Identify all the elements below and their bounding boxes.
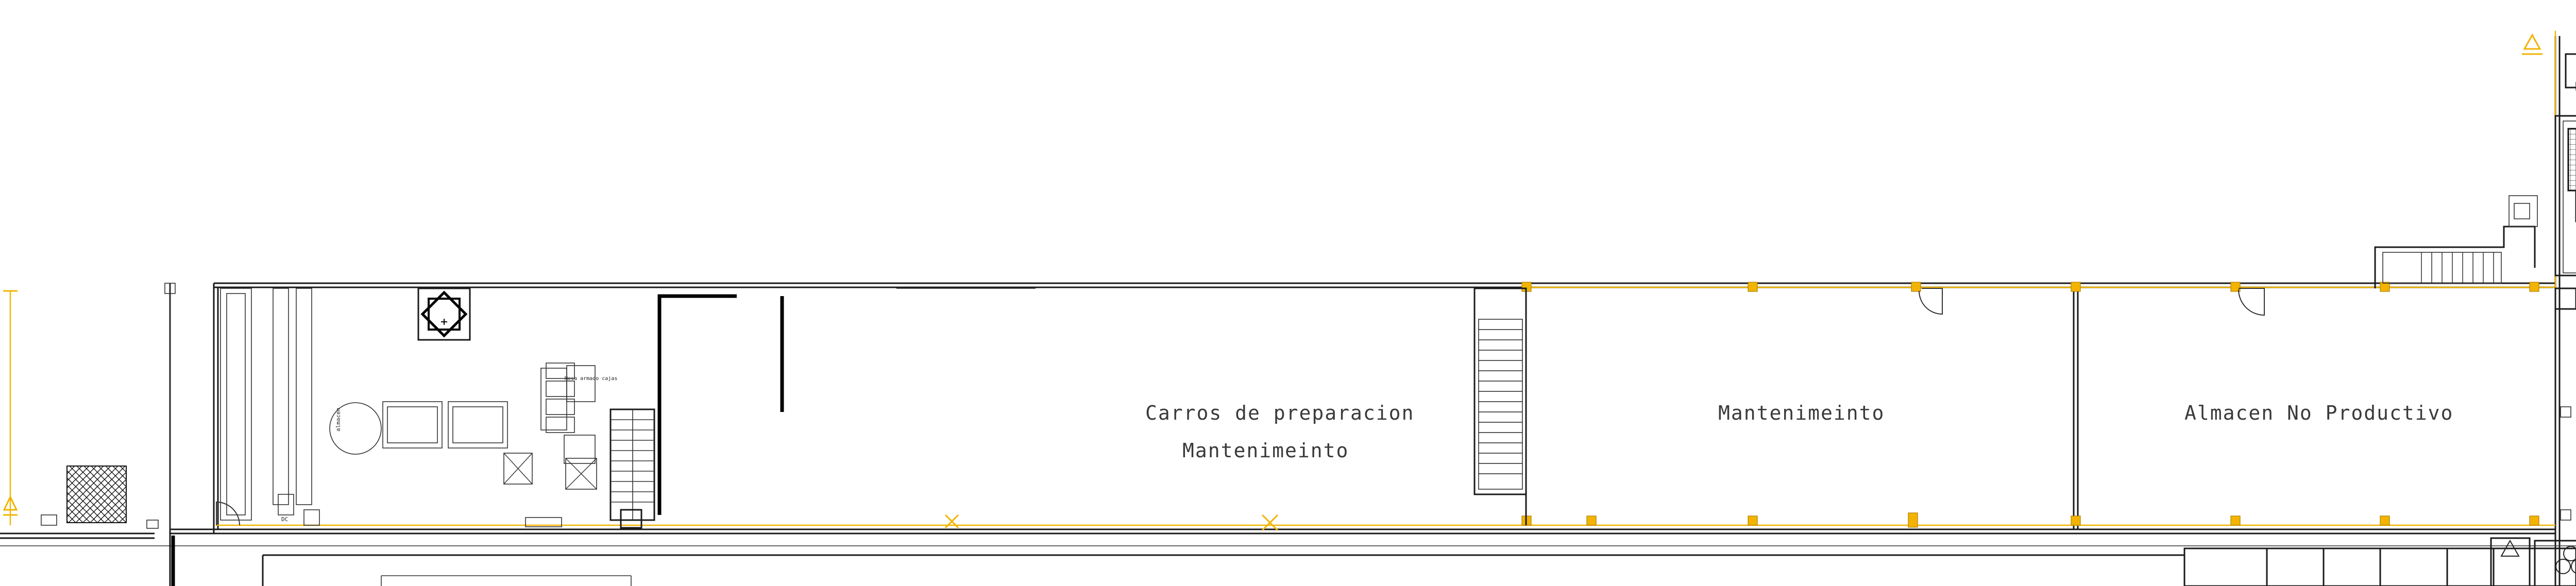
door-swing [216, 502, 240, 525]
stair-west [611, 409, 654, 528]
top-wall-run [2566, 15, 2576, 90]
round-table [330, 402, 532, 484]
axis-marker [945, 515, 1278, 530]
room-label-almacen: Almacen No Productivo [2184, 402, 2454, 424]
mesa-armado-cajas [526, 363, 654, 528]
partition-walls [659, 288, 1036, 515]
hatched-shaft [67, 466, 126, 523]
north-east-stair [2375, 196, 2537, 288]
doors-north [1919, 288, 2264, 315]
room-label-mantenimiento-1: Mantenimeinto [1182, 439, 1349, 462]
room-label-mantenimiento-2: Mantenimeinto [1718, 402, 1885, 424]
door-swing [2239, 288, 2264, 315]
mesa-label: Mesa armado cajas [565, 376, 618, 382]
door-swing [1919, 288, 1942, 314]
west-bay [41, 283, 319, 530]
room-label-carros: Carros de preparacion [1145, 402, 1415, 424]
elevator-block [418, 288, 470, 340]
outer-walls [0, 36, 2576, 586]
storage-rack-center [1475, 288, 1526, 525]
svg-text:DC: DC [281, 516, 289, 523]
south-east-rooms [2184, 538, 2576, 586]
axis-bubble-top [2522, 35, 2543, 54]
room-labels [1145, 402, 2453, 462]
svg-text:almacen: almacen [335, 407, 342, 432]
column-marker-box [418, 288, 470, 340]
north-east-block [2555, 116, 2576, 275]
